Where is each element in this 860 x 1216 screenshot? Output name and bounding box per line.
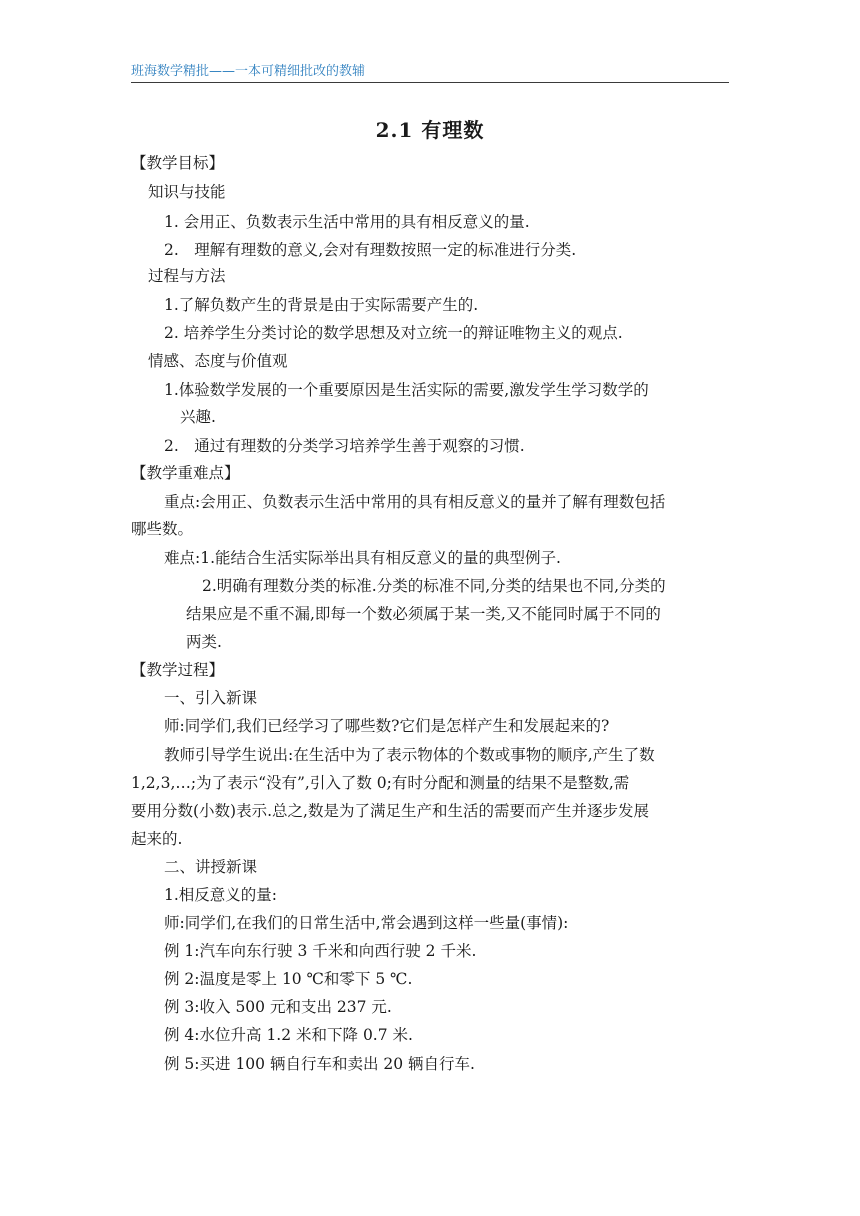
text-line: 要用分数(小数)表示.总之,数是为了满足生产和生活的需要而产生并逐步发展	[131, 802, 649, 820]
text-line: 2.明确有理数分类的标准.分类的标准不同,分类的结果也不同,分类的	[202, 577, 666, 595]
text-line: 教师引导学生说出:在生活中为了表示物体的个数或事物的顺序,产生了数	[164, 746, 655, 764]
example-line: 例 3:收入 500 元和支出 237 元.	[164, 998, 392, 1016]
text-line: 起来的.	[131, 830, 183, 848]
text-line: 难点:1.能结合生活实际举出具有相反意义的量的典型例子.	[164, 549, 561, 567]
header-divider	[131, 82, 729, 83]
text-line: 重点:会用正、负数表示生活中常用的具有相反意义的量并了解有理数包括	[164, 493, 666, 511]
section-heading-key-points: 【教学重难点】	[131, 464, 240, 482]
text-line: 两类.	[186, 633, 222, 651]
text-line: 1,2,3,…;为了表示“没有”,引入了数 0;有时分配和测量的结果不是整数,需	[131, 774, 630, 792]
text-line: 1. 会用正、负数表示生活中常用的具有相反意义的量.	[164, 213, 530, 231]
section-heading-process: 【教学过程】	[131, 661, 225, 679]
text-line: 2. 理解有理数的意义,会对有理数按照一定的标准进行分类.	[164, 241, 577, 259]
subheading-emotion: 情感、态度与价值观	[148, 352, 288, 370]
example-line: 例 2:温度是零上 10 ℃和零下 5 ℃.	[164, 970, 413, 988]
example-line: 例 4:水位升高 1.2 米和下降 0.7 米.	[164, 1026, 413, 1044]
example-line: 例 5:买进 100 辆自行车和卖出 20 辆自行车.	[164, 1055, 475, 1073]
text-line: 2. 通过有理数的分类学习培养学生善于观察的习惯.	[164, 437, 525, 455]
example-line: 例 1:汽车向东行驶 3 千米和向西行驶 2 千米.	[164, 942, 477, 960]
text-line: 1.了解负数产生的背景是由于实际需要产生的.	[164, 296, 479, 314]
subheading-knowledge: 知识与技能	[148, 183, 226, 201]
subheading-new-lesson: 二、讲授新课	[164, 858, 258, 876]
text-line: 哪些数。	[131, 520, 194, 538]
text-line: 2. 培养学生分类讨论的数学思想及对立统一的辩证唯物主义的观点.	[164, 324, 623, 342]
section-heading-goals: 【教学目标】	[131, 154, 225, 172]
subheading-intro: 一、引入新课	[164, 689, 258, 707]
text-line: 师:同学们,在我们的日常生活中,常会遇到这样一些量(事情):	[164, 914, 569, 932]
text-line: 师:同学们,我们已经学习了哪些数?它们是怎样产生和发展起来的?	[164, 717, 610, 735]
text-line: 结果应是不重不漏,即每一个数必须属于某一类,又不能同时属于不同的	[186, 605, 661, 623]
subheading-process: 过程与方法	[148, 267, 226, 285]
running-header: 班海数学精批——一本可精细批改的教辅	[131, 64, 366, 79]
page-title: 2.1 有理数	[375, 118, 485, 142]
text-line: 兴趣.	[180, 408, 216, 426]
text-line: 1.体验数学发展的一个重要原因是生活实际的需要,激发学生学习数学的	[164, 381, 649, 399]
text-line: 1.相反意义的量:	[164, 886, 278, 904]
